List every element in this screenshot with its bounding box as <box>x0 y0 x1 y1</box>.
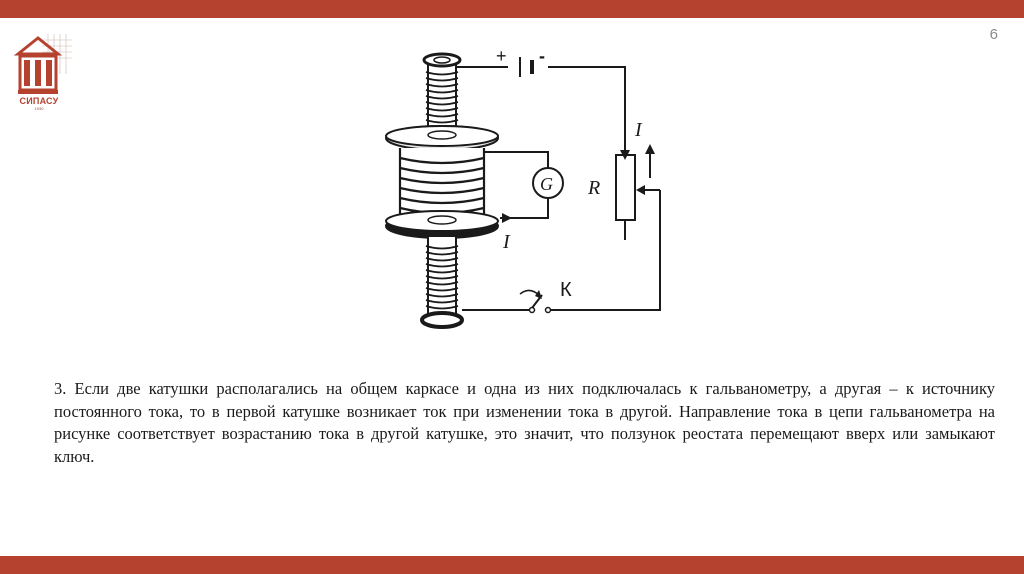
slider-direction-arrow <box>645 144 655 154</box>
battery-minus-label: - <box>539 46 545 66</box>
battery-icon <box>520 57 532 77</box>
bottom-accent-bar <box>0 556 1024 574</box>
page-number: 6 <box>989 26 998 43</box>
coil-circuit-diagram <box>360 40 690 340</box>
wire-galv-bottom <box>500 198 548 218</box>
coil-core-icon <box>386 54 498 327</box>
current-label-bottom: I <box>503 231 510 253</box>
battery-plus-label: + <box>496 46 507 66</box>
key-contact-right <box>546 308 551 313</box>
caption-text: 3. Если две катушки располагались на общем каркасе и одна из них подключалась к гальванометру, а другая – к источнику постоянного тока, то в первой катушке возникает ток при изменении тока в другой. Направление тока в цепи гальванометра на рисунке соответствует возрастанию тока в другой катушке, это значит, что ползунок реостата перемещают вверх или замыкают ключ. <box>54 379 995 466</box>
wire-galv-top <box>480 152 548 168</box>
rheostat-label: R <box>588 177 601 199</box>
wire-battery-right <box>548 67 625 155</box>
key-label: К <box>560 279 572 301</box>
key-contact-left <box>530 308 535 313</box>
logo-text: СИПАСУ <box>19 96 59 106</box>
top-accent-bar <box>0 0 1024 18</box>
current-label-top: I <box>635 119 642 141</box>
rheostat-slider-arrow <box>636 185 645 195</box>
logo-year: 1930 <box>34 106 44 111</box>
current-arrow-left <box>502 213 512 223</box>
galvanometer-label: G <box>540 174 553 194</box>
rheostat-icon <box>616 155 635 220</box>
